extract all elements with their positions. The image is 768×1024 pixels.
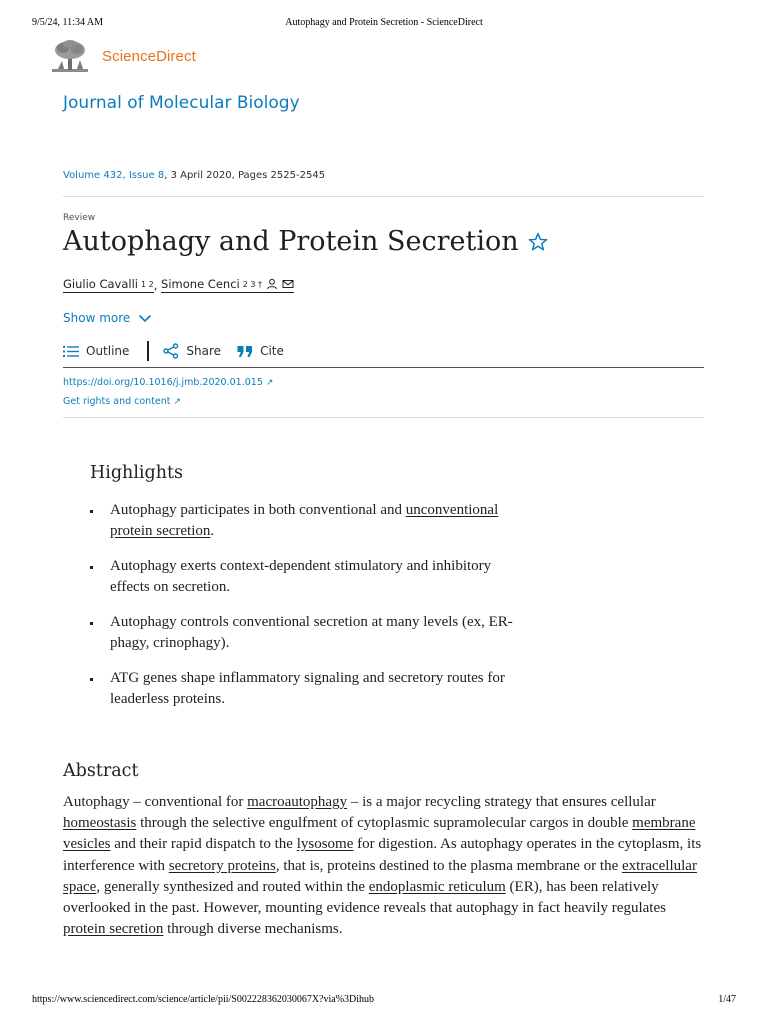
abstract-link[interactable]: membrane vesicles: [63, 815, 696, 853]
highlight-item: [90, 668, 530, 710]
abstract-text-segment: through diverse mechanisms.: [163, 921, 343, 938]
highlight-text: ATG genes shape inflammatory signaling and secretory routes for leaderless proteins.: [110, 670, 505, 707]
abstract-link[interactable]: macroautophagy: [247, 794, 348, 810]
author-link[interactable]: [63, 277, 154, 293]
article-toolbar: [63, 340, 284, 362]
brand-name: ScienceDirect: [102, 47, 196, 65]
journal-title[interactable]: Journal of Molecular Biology: [63, 93, 300, 113]
list-icon: [63, 345, 79, 358]
print-page-title: Autophagy and Protein Secretion - ScienceDirect: [285, 17, 483, 28]
print-url: https://www.sciencedirect.com/science/article/pii/S002228362030067X?via%3Dihub: [32, 994, 375, 1005]
quote-icon: [237, 345, 253, 358]
highlight-item: [90, 500, 530, 542]
divider: [63, 417, 704, 418]
author-affiliation-refs: 1 2: [141, 279, 154, 289]
author-name: Giulio Cavalli: [63, 277, 138, 291]
abstract-text-segment: (ER), has been relatively overlooked in the past. However, mounting evidence reveals that autophagy in fact heavily regulates: [63, 878, 666, 917]
issue-info: [63, 170, 325, 181]
external-link-icon: ↗: [173, 397, 182, 407]
show-more-button[interactable]: [63, 311, 152, 325]
person-icon: [266, 278, 278, 290]
star-outline-icon[interactable]: [527, 231, 549, 253]
abstract-link[interactable]: lysosome: [296, 836, 354, 853]
article-type: Review: [63, 213, 96, 223]
abstract-text: [63, 792, 703, 940]
outline-button[interactable]: [63, 344, 129, 358]
cite-button[interactable]: [237, 344, 284, 358]
author-link[interactable]: [161, 277, 294, 293]
author-list: [63, 277, 294, 293]
author-separator: ,: [153, 278, 158, 292]
abstract-link[interactable]: protein secretion: [63, 921, 164, 938]
print-datetime: 9/5/24, 11:34 AM: [32, 17, 104, 28]
abstract-text-segment: for digestion. As autophagy operates in the cytoplasm, its interference with: [63, 836, 702, 874]
issue-date-pages: , 3 April 2020, Pages 2525-2545: [164, 170, 326, 181]
show-more-label: Show more: [63, 311, 131, 325]
rights-text: Get rights and content: [63, 396, 171, 407]
abstract-text-segment: and their rapid dispatch to the: [110, 836, 297, 853]
author-affiliation-refs: 2 3 †: [242, 279, 262, 289]
article-title: Autophagy and Protein Secretion: [63, 226, 519, 257]
abstract-link[interactable]: extracellular space: [63, 857, 697, 895]
abstract-text-segment: , generally synthesized and routed within the: [96, 878, 369, 895]
doi-text: https://doi.org/10.1016/j.jmb.2020.01.015: [63, 377, 263, 388]
elsevier-tree-icon: [50, 39, 90, 73]
abstract-text-segment: – is a major recycling strategy that ensures cellular: [347, 794, 656, 810]
share-button[interactable]: [163, 343, 221, 359]
volume-issue-link[interactable]: Volume 432, Issue 8: [63, 170, 165, 181]
outline-label: Outline: [86, 344, 130, 358]
print-header: [32, 17, 736, 31]
highlight-item: [90, 612, 530, 654]
highlight-item: [90, 556, 530, 598]
highlight-text: Autophagy participates in both conventional and: [110, 502, 406, 518]
toolbar-separator: [147, 341, 149, 361]
abstract-link[interactable]: endoplasmic reticulum: [368, 878, 506, 895]
doi-link[interactable]: [63, 377, 273, 388]
cite-label: Cite: [260, 344, 284, 358]
highlight-text-end: .: [210, 523, 215, 539]
author-name: Simone Cenci: [161, 277, 240, 291]
print-page-number: 1/47: [718, 994, 736, 1005]
toolbar-divider: [63, 367, 704, 368]
highlights-heading: Highlights: [90, 463, 184, 483]
highlights-list: [90, 500, 530, 724]
abstract-text-segment: Autophagy – conventional for: [63, 794, 248, 810]
abstract-text-segment: through the selective engulfment of cytoplasmic supramolecular cargos in double: [136, 815, 633, 832]
divider: [63, 196, 704, 197]
rights-link[interactable]: [63, 396, 181, 407]
highlight-text: Autophagy controls conventional secretion at many levels (ex, ER-phagy, crinophagy).: [110, 614, 513, 651]
share-label: Share: [186, 344, 222, 358]
article-title-row: [63, 226, 549, 257]
print-footer: [32, 994, 736, 1008]
sciencedirect-logo[interactable]: [50, 39, 196, 73]
envelope-icon: [282, 278, 294, 290]
highlight-text: Autophagy exerts context-dependent stimulatory and inhibitory effects on secretion.: [110, 558, 492, 595]
abstract-link[interactable]: secretory proteins: [168, 857, 276, 874]
abstract-heading: Abstract: [63, 761, 139, 781]
share-icon: [163, 343, 179, 359]
external-link-icon: ↗: [265, 378, 274, 388]
highlight-link[interactable]: unconventional protein secretion: [110, 502, 499, 539]
chevron-down-icon: [138, 314, 152, 323]
abstract-text-segment: , that is, proteins destined to the plasma membrane or the: [275, 857, 622, 874]
abstract-link[interactable]: homeostasis: [63, 815, 137, 832]
